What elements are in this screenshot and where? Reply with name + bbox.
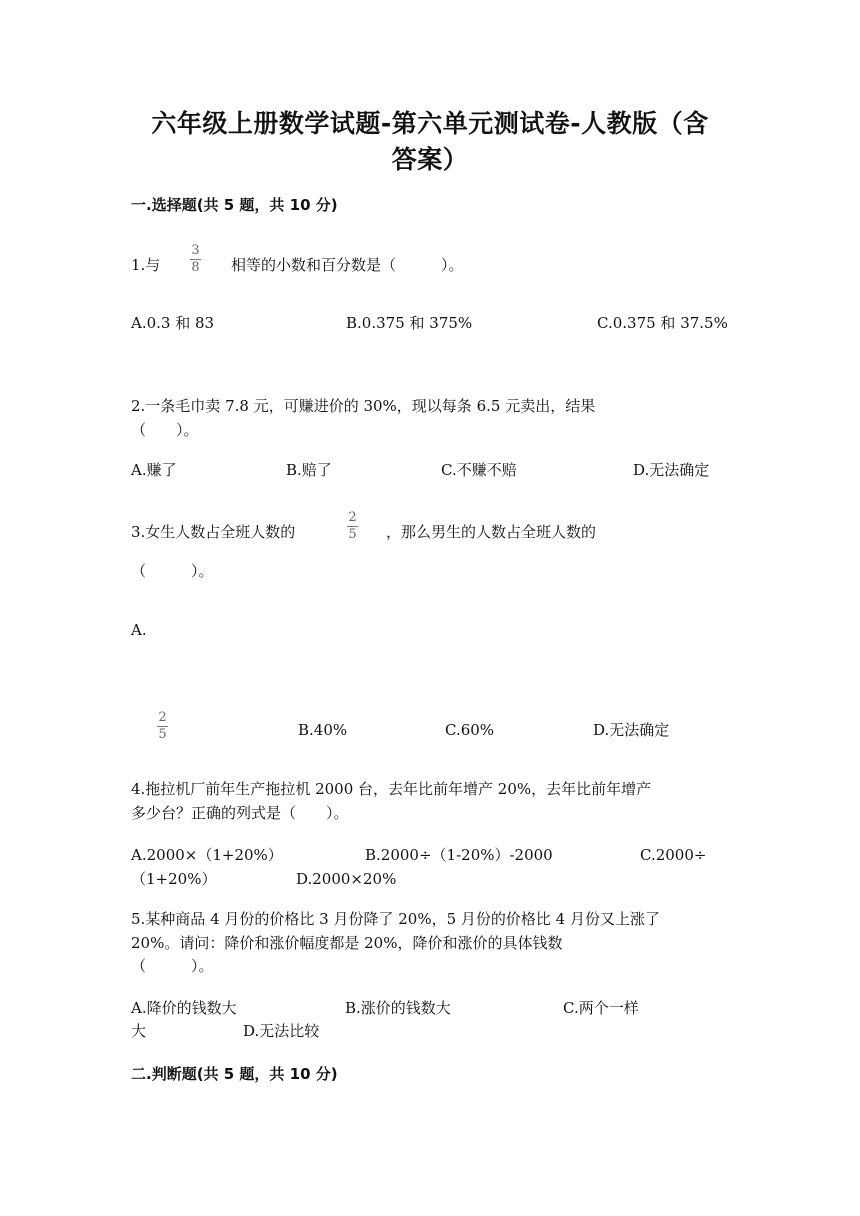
q4-option-d: D.2000×20% [296,870,397,888]
q5-option-d: D.无法比较 [243,1022,320,1040]
q4-line-2: 多少台？正确的列式是（ ）。 [131,804,349,822]
q3-fraction [347,511,358,542]
q4-option-c-part-1: C.2000÷ [640,846,707,864]
q1-fraction-numerator: 3 [191,243,200,258]
q1-fraction [190,244,201,275]
q5-option-c-part-2: 大 [131,1022,147,1040]
q2-option-d: D.无法确定 [633,461,710,479]
q1-option-b: B.0.375 和 375% [346,314,473,332]
q2-line-2: （ ）。 [131,421,199,439]
q1-prefix: 1.与 [131,256,161,274]
q3-option-b: B.40% [298,721,348,739]
q3-line-2: （ ）。 [131,562,214,580]
title-line-2: 答案） [391,145,469,174]
q3-option-c: C.60% [445,721,495,739]
q2-option-c: C.不赚不赔 [441,461,517,479]
q3-option-a-numerator: 2 [158,710,167,725]
q2-option-b: B.赔了 [286,461,332,479]
q5-line-3: （ ）。 [131,957,214,975]
q5-line-2: 20%。请问：降价和涨价幅度都是 20%，降价和涨价的具体钱数 [131,934,563,952]
q3-fraction-denominator: 5 [348,527,357,542]
q1-option-c: C.0.375 和 37.5% [597,314,728,332]
q2-option-a: A.赚了 [131,461,177,479]
q3-option-a: A. [131,621,147,639]
q1-fraction-denominator: 8 [191,260,200,275]
section-heading-choice: 一.选择题(共 5 题，共 10 分) [131,196,338,214]
q3-option-d: D.无法确定 [593,721,670,739]
q4-option-a: A.2000×（1+20%） [131,846,283,864]
q5-option-b: B.涨价的钱数大 [345,999,451,1017]
q3-option-a-fraction [157,711,168,742]
q3-fraction-numerator: 2 [348,510,357,525]
q4-option-b: B.2000÷（1-20%）-2000 [365,846,553,864]
q4-line-1: 4.拖拉机厂前年生产拖拉机 2000 台，去年比前年增产 20%，去年比前年增产 [131,780,652,798]
q3-prefix: 3.女生人数占全班人数的 [131,523,296,541]
section-heading-judge: 二.判断题(共 5 题，共 10 分) [131,1065,338,1083]
q4-option-c-part-2: （1+20%） [131,870,217,888]
page-title [120,106,740,178]
q2-line-1: 2.一条毛巾卖 7.8 元，可赚进价的 30%，现以每条 6.5 元卖出，结果 [131,397,596,415]
q5-option-a: A.降价的钱数大 [131,999,237,1017]
q3-option-a-denominator: 5 [158,727,167,742]
q1-suffix: 相等的小数和百分数是（ ）。 [231,256,464,274]
q1-option-a: A.0.3 和 83 [131,314,215,332]
q3-suffix: ，那么男生的人数占全班人数的 [386,523,597,541]
title-line-1: 六年级上册数学试题-第六单元测试卷-人教版（含 [151,109,709,138]
q5-option-c-part-1: C.两个一样 [563,999,639,1017]
q5-line-1: 5.某种商品 4 月份的价格比 3 月份降了 20%，5 月份的价格比 4 月份又上涨了 [131,910,660,928]
